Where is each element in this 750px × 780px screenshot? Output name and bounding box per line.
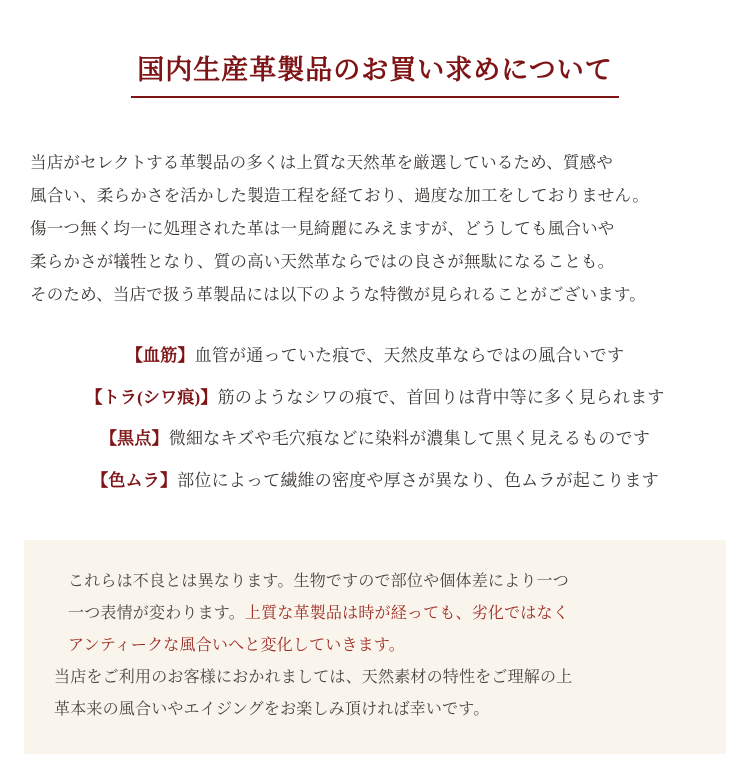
note-line-2-part-a: 一つ表情が変わります。 bbox=[68, 605, 245, 622]
feature-item-kokuten bbox=[28, 418, 722, 460]
intro-line-5: そのため、当店で扱う革製品には以下のような特徴が見られることがございます。 bbox=[30, 285, 646, 305]
intro-line-4: 柔らかさが犠牲となり、質の高い天然革ならではの良さが無駄になることも。 bbox=[30, 252, 615, 272]
feature-tag-chisuji: 【血筋】 bbox=[125, 346, 195, 366]
note-line-5: 革本来の風合いやエイジングをお楽しみ頂ければ幸いです。 bbox=[54, 701, 490, 718]
feature-item-iromura bbox=[28, 460, 722, 502]
feature-tag-kokuten: 【黒点】 bbox=[99, 429, 169, 449]
feature-item-chisuji bbox=[28, 335, 722, 377]
note-line-1: これらは不良とは異なります。生物ですので部位や個体差により一つ bbox=[68, 573, 569, 590]
note-box bbox=[24, 540, 726, 754]
feature-text-chisuji: 血管が通っていた痕で、天然皮革ならではの風合いです bbox=[194, 346, 625, 366]
note-line-4: 当店をご利用のお客様におかれましては、天然素材の特性をご理解の上 bbox=[54, 669, 573, 686]
intro-line-1: 当店がセレクトする革製品の多くは上質な天然革を厳選しているため、質感や bbox=[30, 153, 614, 173]
leather-product-notice-page bbox=[0, 30, 750, 780]
feature-tag-iromura: 【色ムラ】 bbox=[91, 471, 178, 491]
page-title-wrapper bbox=[24, 30, 726, 116]
intro-line-3: 傷一つ無く均一に処理された革は一見綺麗にみえますが、どうしても風合いや bbox=[30, 219, 615, 239]
note-line-2 bbox=[54, 598, 696, 630]
feature-text-kokuten: 微細なキズや毛穴痕などに染料が濃集して黒く見えるものです bbox=[168, 429, 651, 449]
intro-line-2: 風合い、柔らかさを活かした製造工程を経ており、過度な加工をしておりません。 bbox=[30, 186, 649, 206]
note-line-3: アンティークな風合いへと変化していきます。 bbox=[68, 637, 406, 654]
intro-paragraph bbox=[24, 146, 726, 311]
feature-item-tora bbox=[28, 377, 722, 419]
feature-text-tora: 筋のようなシワの痕で、首回りは背中等に多く見られます bbox=[217, 387, 665, 407]
feature-tag-tora: 【トラ(シワ痕)】 bbox=[85, 387, 218, 407]
feature-text-iromura: 部位によって繊維の密度や厚さが異なり、色ムラが起こります bbox=[177, 471, 659, 491]
feature-list bbox=[24, 335, 726, 502]
note-line-2-part-b: 上質な革製品は時が経っても、劣化ではなく bbox=[244, 605, 569, 622]
page-title: 国内生産革製品のお買い求めについて bbox=[131, 48, 618, 98]
